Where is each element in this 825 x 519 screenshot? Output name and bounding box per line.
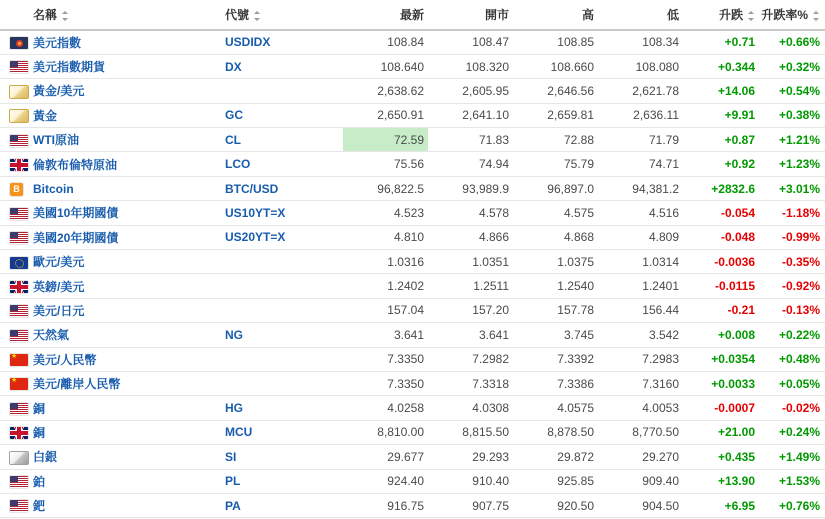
flag-cell: [0, 371, 33, 395]
quote-row[interactable]: [0, 103, 825, 127]
column-header-code[interactable]: [225, 0, 343, 30]
code-cell[interactable]: SI: [225, 445, 343, 469]
sort-icon: [813, 11, 820, 21]
change_pct-cell: +1.49%: [759, 445, 825, 469]
name-cell[interactable]: 倫敦布倫特原油: [33, 152, 225, 176]
column-header-high: [513, 0, 598, 30]
flag-cell: [0, 176, 33, 200]
open-cell: 157.20: [428, 298, 513, 322]
change-cell: +2832.6: [683, 176, 759, 200]
quote-row[interactable]: [0, 274, 825, 298]
code-cell[interactable]: DX: [225, 54, 343, 78]
flag-cell: [0, 152, 33, 176]
flag-cell: [0, 469, 33, 493]
open-cell: 74.94: [428, 152, 513, 176]
low-cell: 909.40: [598, 469, 683, 493]
change-cell: +0.0033: [683, 371, 759, 395]
uk-flag-icon: [10, 281, 28, 293]
low-cell: 2,636.11: [598, 103, 683, 127]
last-cell: 2,650.91: [343, 103, 428, 127]
eu-flag-icon: [10, 257, 28, 269]
us-flag-icon: [10, 232, 28, 244]
open-cell: 1.2511: [428, 274, 513, 298]
open-cell: 93,989.9: [428, 176, 513, 200]
high-cell: 7.3392: [513, 347, 598, 371]
low-cell: 7.2983: [598, 347, 683, 371]
high-cell: 925.85: [513, 469, 598, 493]
low-cell: 7.3160: [598, 371, 683, 395]
change-cell: +21.00: [683, 420, 759, 444]
low-cell: 108.080: [598, 54, 683, 78]
china-flag-icon: [10, 354, 28, 366]
column-header-change_pct[interactable]: [759, 0, 825, 30]
last-cell: 2,638.62: [343, 79, 428, 103]
low-cell: 108.34: [598, 30, 683, 54]
code-cell[interactable]: GC: [225, 103, 343, 127]
name-cell[interactable]: 歐元/美元: [33, 250, 225, 274]
column-header-change[interactable]: [683, 0, 759, 30]
name-cell[interactable]: 英鎊/美元: [33, 274, 225, 298]
change-cell: +0.92: [683, 152, 759, 176]
high-cell: 4.575: [513, 201, 598, 225]
low-cell: 74.71: [598, 152, 683, 176]
low-cell: 904.50: [598, 493, 683, 517]
last-cell: 4.523: [343, 201, 428, 225]
change-cell: +9.91: [683, 103, 759, 127]
name-cell[interactable]: 白銀: [33, 445, 225, 469]
change_pct-cell: -0.13%: [759, 298, 825, 322]
usd-index-icon: [10, 37, 28, 49]
change_pct-cell: -0.02%: [759, 396, 825, 420]
change-cell: -0.0115: [683, 274, 759, 298]
open-cell: 2,605.95: [428, 79, 513, 103]
code-cell[interactable]: [225, 347, 343, 371]
change_pct-cell: -0.99%: [759, 225, 825, 249]
column-header-name[interactable]: [33, 0, 225, 30]
change_pct-cell: +0.76%: [759, 493, 825, 517]
us-flag-icon: [10, 135, 28, 147]
column-label: 名稱: [33, 8, 58, 22]
code-cell[interactable]: US20YT=X: [225, 225, 343, 249]
us-flag-icon: [10, 61, 28, 73]
quote-row[interactable]: [0, 323, 825, 347]
change-cell: +6.95: [683, 493, 759, 517]
last-cell: 916.75: [343, 493, 428, 517]
low-cell: 4.516: [598, 201, 683, 225]
code-cell[interactable]: [225, 250, 343, 274]
change-cell: +0.71: [683, 30, 759, 54]
name-cell[interactable]: 銅: [33, 396, 225, 420]
code-cell[interactable]: LCO: [225, 152, 343, 176]
change_pct-cell: -0.92%: [759, 274, 825, 298]
name-cell[interactable]: WTI原油: [33, 128, 225, 152]
change_pct-cell: +0.24%: [759, 420, 825, 444]
low-cell: 71.79: [598, 128, 683, 152]
china-flag-icon: [10, 378, 28, 390]
high-cell: 72.88: [513, 128, 598, 152]
flag-column-header: [0, 0, 33, 30]
last-cell: 7.3350: [343, 371, 428, 395]
name-cell[interactable]: 鈀: [33, 493, 225, 517]
code-cell[interactable]: [225, 79, 343, 103]
high-cell: 2,659.81: [513, 103, 598, 127]
high-cell: 75.79: [513, 152, 598, 176]
code-cell[interactable]: [225, 371, 343, 395]
code-cell[interactable]: MCU: [225, 420, 343, 444]
change_pct-cell: +1.53%: [759, 469, 825, 493]
high-cell: 4.0575: [513, 396, 598, 420]
gold-bar-icon: [10, 110, 28, 122]
change_pct-cell: +0.05%: [759, 371, 825, 395]
name-cell[interactable]: 美元指數: [33, 30, 225, 54]
code-cell[interactable]: NG: [225, 323, 343, 347]
uk-flag-icon: [10, 159, 28, 171]
open-cell: 8,815.50: [428, 420, 513, 444]
quote-row[interactable]: [0, 298, 825, 322]
high-cell: 157.78: [513, 298, 598, 322]
flag-cell: [0, 103, 33, 127]
low-cell: 1.2401: [598, 274, 683, 298]
high-cell: 3.745: [513, 323, 598, 347]
name-cell[interactable]: 美元/人民幣: [33, 347, 225, 371]
change_pct-cell: +1.23%: [759, 152, 825, 176]
quote-row[interactable]: [0, 54, 825, 78]
last-cell: 96,822.5: [343, 176, 428, 200]
last-cell: 1.2402: [343, 274, 428, 298]
us-flag-icon: [10, 208, 28, 220]
high-cell: 1.0375: [513, 250, 598, 274]
last-cell: 4.0258: [343, 396, 428, 420]
high-cell: 96,897.0: [513, 176, 598, 200]
last-cell: 8,810.00: [343, 420, 428, 444]
gold-bar-icon: [10, 86, 28, 98]
last-cell: 108.640: [343, 54, 428, 78]
high-cell: 108.85: [513, 30, 598, 54]
code-cell[interactable]: [225, 274, 343, 298]
change_pct-cell: +0.66%: [759, 30, 825, 54]
us-flag-icon: [10, 403, 28, 415]
high-cell: 920.50: [513, 493, 598, 517]
name-cell[interactable]: 銅: [33, 420, 225, 444]
quote-row[interactable]: [0, 79, 825, 103]
quote-row[interactable]: [0, 250, 825, 274]
low-cell: 1.0314: [598, 250, 683, 274]
open-cell: 910.40: [428, 469, 513, 493]
change-cell: +0.008: [683, 323, 759, 347]
open-cell: 7.3318: [428, 371, 513, 395]
low-cell: 4.809: [598, 225, 683, 249]
us-flag-icon: [10, 330, 28, 342]
high-cell: 29.872: [513, 445, 598, 469]
name-cell[interactable]: 黃金: [33, 103, 225, 127]
quote-row[interactable]: [0, 201, 825, 225]
change_pct-cell: +0.38%: [759, 103, 825, 127]
change_pct-cell: +0.54%: [759, 79, 825, 103]
name-cell[interactable]: 天然氣: [33, 323, 225, 347]
last-cell: 29.677: [343, 445, 428, 469]
open-cell: 108.320: [428, 54, 513, 78]
column-label: 高: [581, 8, 594, 22]
sort-icon: [62, 11, 69, 21]
silver-bar-icon: [10, 452, 28, 464]
low-cell: 8,770.50: [598, 420, 683, 444]
name-cell[interactable]: 美國20年期國債: [33, 225, 225, 249]
change-cell: +13.90: [683, 469, 759, 493]
change-cell: -0.048: [683, 225, 759, 249]
code-cell[interactable]: BTC/USD: [225, 176, 343, 200]
quote-row[interactable]: [0, 371, 825, 395]
quote-row[interactable]: [0, 347, 825, 371]
open-cell: 7.2982: [428, 347, 513, 371]
name-cell[interactable]: 美國10年期國債: [33, 201, 225, 225]
high-cell: 8,878.50: [513, 420, 598, 444]
quote-row[interactable]: [0, 128, 825, 152]
last-cell: 4.810: [343, 225, 428, 249]
flag-cell: [0, 79, 33, 103]
last-cell: 157.04: [343, 298, 428, 322]
low-cell: 29.270: [598, 445, 683, 469]
change-cell: +0.344: [683, 54, 759, 78]
column-label: 開市: [484, 8, 509, 22]
change-cell: -0.21: [683, 298, 759, 322]
code-cell[interactable]: CL: [225, 128, 343, 152]
flag-cell: [0, 420, 33, 444]
flag-cell: [0, 445, 33, 469]
uk-flag-icon: [10, 427, 28, 439]
open-cell: 4.0308: [428, 396, 513, 420]
change_pct-cell: +3.01%: [759, 176, 825, 200]
flag-cell: [0, 250, 33, 274]
flag-cell: [0, 274, 33, 298]
column-label: 最新: [399, 8, 424, 22]
low-cell: 3.542: [598, 323, 683, 347]
open-cell: 907.75: [428, 493, 513, 517]
quote-row[interactable]: [0, 225, 825, 249]
us-flag-icon: [10, 305, 28, 317]
low-cell: 4.0053: [598, 396, 683, 420]
last-cell: 72.59: [343, 128, 428, 152]
change-cell: +0.0354: [683, 347, 759, 371]
quote-row[interactable]: [0, 396, 825, 420]
high-cell: 4.868: [513, 225, 598, 249]
change_pct-cell: +0.22%: [759, 323, 825, 347]
code-cell[interactable]: US10YT=X: [225, 201, 343, 225]
last-cell: 1.0316: [343, 250, 428, 274]
column-header-low: [598, 0, 683, 30]
flag-cell: [0, 225, 33, 249]
name-cell[interactable]: 黃金/美元: [33, 79, 225, 103]
quote-row[interactable]: [0, 445, 825, 469]
open-cell: 4.578: [428, 201, 513, 225]
quote-row[interactable]: [0, 30, 825, 54]
open-cell: 1.0351: [428, 250, 513, 274]
low-cell: 2,621.78: [598, 79, 683, 103]
open-cell: 71.83: [428, 128, 513, 152]
last-cell: 108.84: [343, 30, 428, 54]
open-cell: 29.293: [428, 445, 513, 469]
column-label: 升跌率%: [761, 8, 808, 22]
flag-cell: [0, 54, 33, 78]
us-flag-icon: [10, 476, 28, 488]
quote-row[interactable]: [0, 420, 825, 444]
high-cell: 108.660: [513, 54, 598, 78]
code-cell[interactable]: [225, 298, 343, 322]
sort-icon: [748, 11, 755, 21]
change_pct-cell: -0.35%: [759, 250, 825, 274]
low-cell: 94,381.2: [598, 176, 683, 200]
flag-cell: [0, 298, 33, 322]
code-cell[interactable]: HG: [225, 396, 343, 420]
sort-icon: [254, 11, 261, 21]
flag-cell: [0, 493, 33, 517]
column-label: 升跌: [718, 8, 743, 22]
name-cell[interactable]: 美元/日元: [33, 298, 225, 322]
flag-cell: [0, 396, 33, 420]
quote-row[interactable]: [0, 152, 825, 176]
flag-cell: [0, 347, 33, 371]
high-cell: 1.2540: [513, 274, 598, 298]
name-cell[interactable]: Bitcoin: [33, 176, 225, 200]
last-cell: 3.641: [343, 323, 428, 347]
change-cell: -0.054: [683, 201, 759, 225]
name-cell[interactable]: 美元指數期貨: [33, 54, 225, 78]
open-cell: 108.47: [428, 30, 513, 54]
flag-cell: [0, 30, 33, 54]
quote-row[interactable]: [0, 469, 825, 493]
code-cell[interactable]: PL: [225, 469, 343, 493]
high-cell: 2,646.56: [513, 79, 598, 103]
table-header-row: [0, 0, 825, 30]
change-cell: +0.435: [683, 445, 759, 469]
quote-row[interactable]: [0, 493, 825, 517]
open-cell: 3.641: [428, 323, 513, 347]
column-header-open: [428, 0, 513, 30]
column-header-last: [343, 0, 428, 30]
quote-row[interactable]: [0, 176, 825, 200]
low-cell: 156.44: [598, 298, 683, 322]
last-cell: 924.40: [343, 469, 428, 493]
change_pct-cell: -1.18%: [759, 201, 825, 225]
open-cell: 2,641.10: [428, 103, 513, 127]
code-cell[interactable]: USDIDX: [225, 30, 343, 54]
high-cell: 7.3386: [513, 371, 598, 395]
change_pct-cell: +1.21%: [759, 128, 825, 152]
change_pct-cell: +0.32%: [759, 54, 825, 78]
flag-cell: [0, 201, 33, 225]
open-cell: 4.866: [428, 225, 513, 249]
code-cell[interactable]: PA: [225, 493, 343, 517]
column-label: 低: [666, 8, 679, 22]
name-cell[interactable]: 美元/離岸人民幣: [33, 371, 225, 395]
column-label: 代號: [225, 8, 250, 22]
change-cell: -0.0007: [683, 396, 759, 420]
change-cell: +0.87: [683, 128, 759, 152]
last-cell: 75.56: [343, 152, 428, 176]
flag-cell: [0, 128, 33, 152]
flag-cell: [0, 323, 33, 347]
bitcoin-icon: [10, 183, 23, 196]
name-cell[interactable]: 鉑: [33, 469, 225, 493]
last-cell: 7.3350: [343, 347, 428, 371]
us-flag-icon: [10, 500, 28, 512]
change-cell: +14.06: [683, 79, 759, 103]
change_pct-cell: +0.48%: [759, 347, 825, 371]
change-cell: -0.0036: [683, 250, 759, 274]
